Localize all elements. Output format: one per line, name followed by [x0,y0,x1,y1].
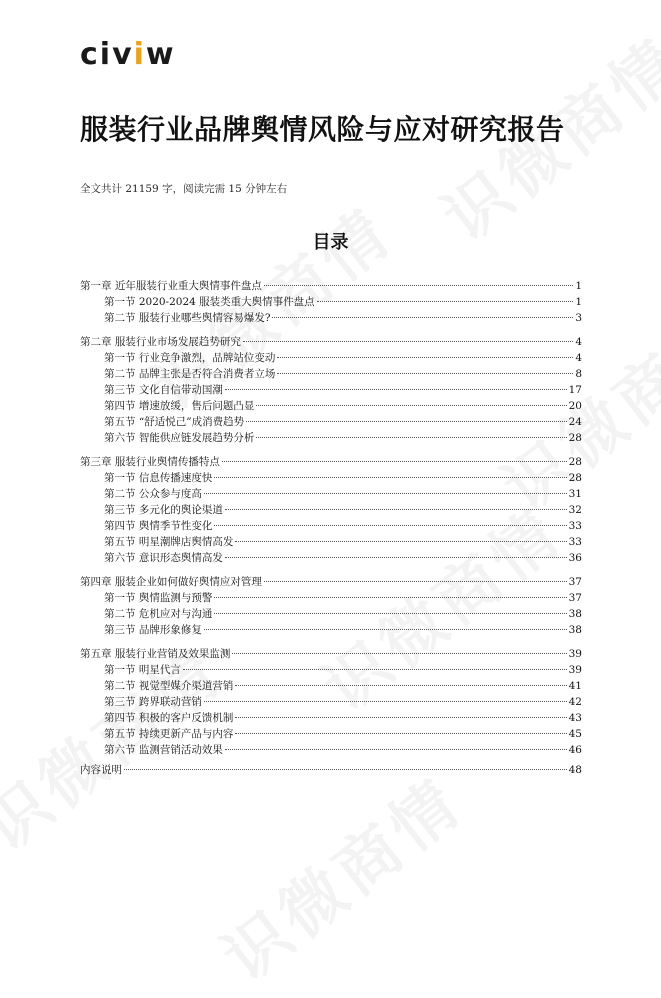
toc-chapter-entry[interactable] [80,574,582,590]
toc-page-number: 8 [575,368,582,380]
logo-text: w [145,37,176,72]
toc-entry-title: 第一章 近年服装行业重大舆情事件盘点 [80,280,262,292]
toc-entry-title: 内容说明 [80,764,122,776]
dot-leader [256,405,566,406]
dot-leader [183,669,567,670]
toc-section-entry[interactable] [80,742,582,758]
toc-section-entry[interactable] [80,414,582,430]
dot-leader [256,437,566,438]
toc-page-number: 20 [568,400,582,412]
toc-entry-title: 第五节 明星潮牌店舆情高发 [104,536,234,548]
toc-entry-title: 第三节 跨界联动营销 [104,696,202,708]
dot-leader [235,685,566,686]
toc-page-number: 38 [568,624,582,636]
toc-section-entry[interactable] [80,726,582,742]
toc-entry-title: 第一节 明星代言 [104,664,181,676]
dot-leader [204,493,567,494]
logo-text: civ [80,37,134,72]
toc-section-entry[interactable] [80,534,582,550]
toc-heading: 目录 [312,232,349,253]
dot-leader [214,477,566,478]
toc-section-entry[interactable] [80,310,582,326]
watermark [201,754,478,998]
toc-section-entry[interactable] [80,662,582,678]
document-title: 服装行业品牌舆情风险与应对研究报告 [80,113,565,146]
toc-section-entry[interactable] [80,502,582,518]
dot-leader [235,717,566,718]
dot-leader [214,597,566,598]
dot-leader [214,613,566,614]
toc-section-entry[interactable] [80,550,582,566]
dot-leader [225,509,567,510]
toc-chapter-entry[interactable] [80,454,582,470]
dot-leader [225,749,567,750]
toc-page-number: 42 [568,696,582,708]
dot-leader [232,653,566,654]
toc-page-number: 39 [568,648,582,660]
toc-section-entry[interactable] [80,470,582,486]
toc-section-entry[interactable] [80,678,582,694]
toc-page-number: 43 [568,712,582,724]
reading-info: 全文共计 21159 字，阅读完需 15 分钟左右 [80,183,288,195]
toc-chapter-entry[interactable] [80,334,582,350]
table-of-contents [80,278,582,778]
toc-section-entry[interactable] [80,606,582,622]
toc-page-number: 45 [568,728,582,740]
toc-section-entry[interactable] [80,294,582,310]
toc-entry-title: 第二节 危机应对与沟通 [104,608,213,620]
dot-leader [264,285,573,286]
toc-section-entry[interactable] [80,710,582,726]
toc-entry-title: 第三节 多元化的舆论渠道 [104,504,223,516]
dot-leader [243,341,573,342]
toc-page-number: 41 [568,680,582,692]
dot-leader [264,581,567,582]
toc-entry-title: 第三节 文化自信带动国潮 [104,384,223,396]
toc-section-entry[interactable] [80,518,582,534]
toc-entry-title: 第五章 服装行业营销及效果监测 [80,648,231,660]
logo-accent: i [133,37,146,72]
dot-leader [277,373,573,374]
toc-section-entry[interactable] [80,590,582,606]
toc-entry-title: 第四节 舆情季节性变化 [104,520,213,532]
toc-page-number: 32 [568,504,582,516]
toc-section-entry[interactable] [80,350,582,366]
toc-entry-title: 第二章 服装行业市场发展趋势研究 [80,336,241,348]
toc-section-entry[interactable] [80,430,582,446]
toc-section-entry[interactable] [80,398,582,414]
toc-section-entry[interactable] [80,694,582,710]
toc-section-entry[interactable] [80,382,582,398]
toc-entry-title: 第二节 公众参与度高 [104,488,202,500]
dot-leader [124,769,567,770]
toc-entry-title: 第五节 持续更新产品与内容 [104,728,234,740]
toc-page-number: 48 [568,764,582,776]
dot-leader [204,629,567,630]
toc-entry-title: 第一节 2020-2024 服装类重大舆情事件盘点 [104,296,315,308]
toc-entry-title: 第三节 品牌形象修复 [104,624,202,636]
dot-leader [235,541,566,542]
toc-page-number: 17 [568,384,582,396]
toc-page-number: 36 [568,552,582,564]
toc-entry-title: 第六节 意识形态舆情高发 [104,552,223,564]
toc-page-number: 31 [568,488,582,500]
toc-section-entry[interactable] [80,622,582,638]
dot-leader [317,301,574,302]
toc-page-number: 4 [575,352,582,364]
toc-page-number: 33 [568,536,582,548]
toc-page-number: 38 [568,608,582,620]
toc-entry-title: 第四节 增速放缓，售后问题凸显 [104,400,255,412]
toc-page-number: 1 [575,296,582,308]
toc-chapter [80,574,582,638]
toc-entry-title: 第一节 行业竞争激烈，品牌站位变动 [104,352,276,364]
toc-entry-title: 第三章 服装行业舆情传播特点 [80,456,220,468]
toc-appendix-entry[interactable] [80,762,582,778]
toc-entry-title: 第二节 品牌主张是否符合消费者立场 [104,368,276,380]
toc-page-number: 37 [568,592,582,604]
toc-chapter [80,278,582,326]
dot-leader [225,557,567,558]
toc-page-number: 39 [568,664,582,676]
toc-page-number: 4 [575,336,582,348]
toc-section-entry[interactable] [80,486,582,502]
toc-entry-title: 第一节 信息传播速度快 [104,472,213,484]
dot-leader [272,317,573,318]
toc-entry-title: 第五节 “舒适悦己”成消费趋势 [104,416,245,428]
toc-page-number: 28 [568,456,582,468]
toc-section-entry[interactable] [80,366,582,382]
toc-chapter-entry[interactable] [80,278,582,294]
toc-page-number: 24 [568,416,582,428]
dot-leader [277,357,573,358]
dot-leader [246,421,567,422]
toc-chapter [80,454,582,566]
toc-entry-title: 第二节 服装行业哪些舆情容易爆发? [104,312,271,324]
toc-page-number: 1 [575,280,582,292]
toc-entry-title: 第四节 积极的客户反馈机制 [104,712,234,724]
dot-leader [222,461,567,462]
toc-page-number: 28 [568,432,582,444]
toc-entry-title: 第六节 监测营销活动效果 [104,744,223,756]
dot-leader [204,701,567,702]
toc-page-number: 46 [568,744,582,756]
toc-chapter [80,646,582,758]
toc-entry-title: 第四章 服装企业如何做好舆情应对管理 [80,576,262,588]
toc-page-number: 28 [568,472,582,484]
toc-page-number: 3 [575,312,582,324]
dot-leader [225,389,567,390]
toc-entry-title: 第一节 舆情监测与预警 [104,592,213,604]
dot-leader [235,733,566,734]
toc-entry-title: 第六节 智能供应链发展趋势分析 [104,432,255,444]
toc-chapter-entry[interactable] [80,646,582,662]
toc-chapter [80,334,582,446]
toc-entry-title: 第二节 视觉型媒介渠道营销 [104,680,234,692]
dot-leader [214,525,566,526]
toc-page-number: 37 [568,576,582,588]
toc-page-number: 33 [568,520,582,532]
logo [80,37,176,72]
